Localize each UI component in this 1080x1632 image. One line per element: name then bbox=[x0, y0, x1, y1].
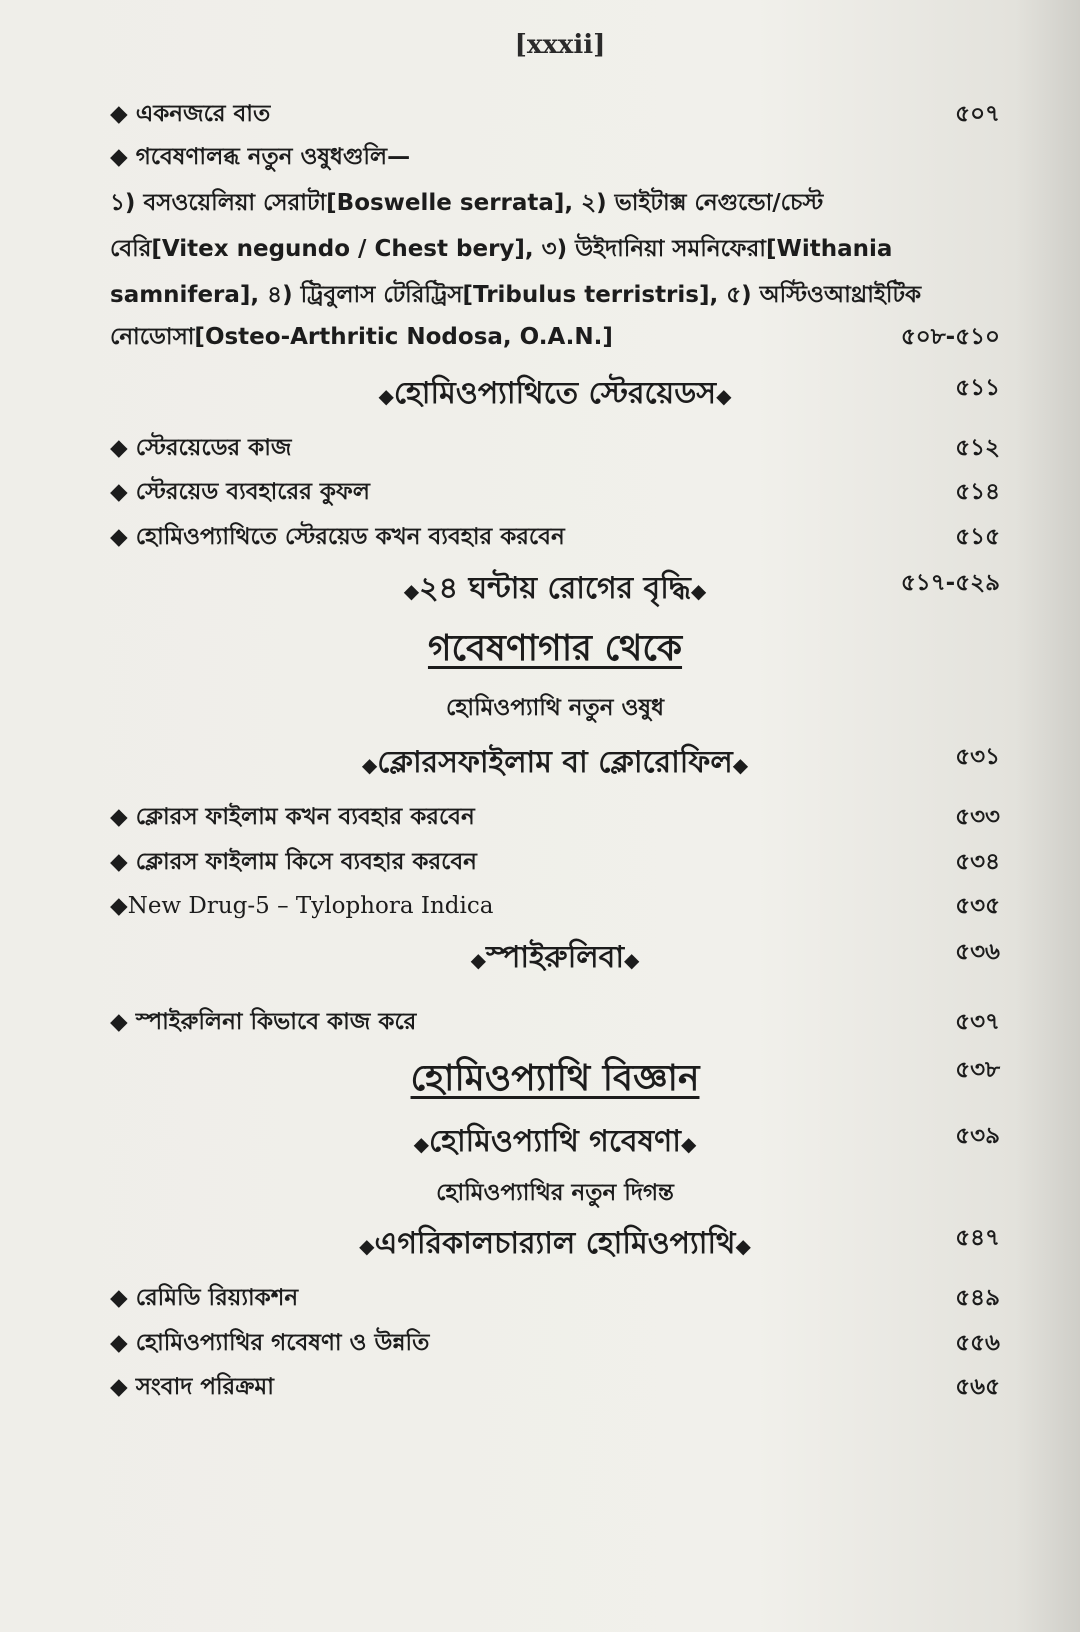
section-page: ৫৩৮ bbox=[955, 1056, 1000, 1083]
heading-title: স্পাইরুলিবা bbox=[485, 940, 625, 975]
diamond-icon: ◆ bbox=[378, 383, 394, 408]
toc-entry bbox=[110, 1284, 1000, 1313]
diamond-icon: ◆ bbox=[470, 948, 486, 972]
toc-heading bbox=[110, 933, 1000, 984]
diamond-icon: ◆ bbox=[716, 383, 732, 408]
toc-heading bbox=[110, 369, 1000, 420]
heading-title: হোমিওপ্যাথিতে স্টেরয়েডস bbox=[393, 375, 717, 411]
toc-entry bbox=[110, 434, 1000, 463]
entry-title: ◆ হোমিওপ্যাথির গবেষণা ও উন্নতি bbox=[110, 1329, 430, 1356]
toc-heading bbox=[110, 1117, 1000, 1168]
new-drugs-paragraph bbox=[110, 180, 1000, 318]
toc-entry bbox=[110, 318, 1000, 357]
entry-title: ◆ হোমিওপ্যাথিতে স্টেরয়েড কখন ব্যবহার করবেন bbox=[110, 524, 565, 550]
diamond-icon: ◆ bbox=[359, 1233, 375, 1258]
entry-page: ৫৩৩ bbox=[955, 803, 1000, 830]
section-title-text: গবেষণাগার থেকে bbox=[427, 627, 683, 669]
entry-title: ◆ গবেষণালব্ধ নতুন ওষুধগুলি— bbox=[110, 143, 411, 170]
entry-title: ◆ স্টেরয়েডের কাজ bbox=[110, 434, 292, 461]
paragraph-line: samnifera], ৪) ট্রিবুলাস টেরিট্রিস[Tribulus terristris], ৫) অস্টিওআথ্রাইটিক bbox=[110, 281, 922, 308]
toc-entry bbox=[110, 523, 1000, 552]
heading-page: ৫৩১ bbox=[955, 743, 1000, 770]
entry-page: ৫০৭ bbox=[955, 101, 1000, 127]
entry-title: ◆New Drug-5 – Tylophora Indica bbox=[110, 893, 494, 920]
entry-title: ◆ স্পাইরুলিনা কিভাবে কাজ করে bbox=[110, 1009, 417, 1035]
toc-heading bbox=[110, 738, 1000, 789]
heading-page: ৫৪৭ bbox=[955, 1224, 1000, 1251]
entry-title: ◆ সংবাদ পরিক্রমা bbox=[110, 1374, 274, 1401]
paragraph-line: ১) বসওয়েলিয়া সেরাটা[Boswelle serrata], ২) ভাইটাক্স নেগুন্ডো/চেস্ট bbox=[110, 189, 824, 216]
toc-entry bbox=[110, 478, 1000, 507]
entry-page: ৫১২ bbox=[955, 434, 1000, 461]
section-title bbox=[110, 621, 1000, 681]
toc-entry bbox=[110, 100, 1000, 129]
diamond-icon: ◆ bbox=[735, 1233, 751, 1258]
entry-page: ৫৫৬ bbox=[955, 1329, 1000, 1356]
heading-page: ৫১৭-৫২৯ bbox=[900, 569, 1000, 596]
entry-title: ◆ রেমিডি রিয়্যাকশন bbox=[110, 1284, 299, 1311]
entry-page: ৫০৮-৫১০ bbox=[900, 323, 1000, 350]
entry-page: ৫৩৭ bbox=[955, 1009, 1000, 1035]
diamond-icon: ◆ bbox=[680, 1131, 697, 1156]
table-of-contents bbox=[110, 96, 1000, 1402]
toc-entry bbox=[110, 848, 1000, 877]
heading-page: ৫৩৯ bbox=[955, 1122, 1000, 1149]
paragraph-line: বেরি[Vitex negundo / Chest bery], ৩) উইদানিয়া সমনিফেরা[Withania bbox=[110, 235, 893, 262]
subheading: হোমিওপ্যাথি নতুন ওষুধ bbox=[445, 694, 665, 721]
heading-title: ক্লোরসফাইলাম বা ক্লোরোফিল bbox=[377, 744, 733, 780]
diamond-icon: ◆ bbox=[624, 948, 640, 972]
entry-page: ৫১৪ bbox=[955, 479, 1000, 506]
subheading: হোমিওপ্যাথির নতুন দিগন্ত bbox=[436, 1179, 674, 1206]
entry-page: ৫৩৪ bbox=[955, 848, 1000, 875]
toc-heading bbox=[110, 1219, 1000, 1270]
heading-page: ৫৩৬ bbox=[955, 939, 1000, 965]
toc-entry bbox=[110, 1373, 1000, 1402]
entry-page: ৫৬৫ bbox=[955, 1374, 1000, 1401]
heading-title: ২৪ ঘন্টায় রোগের বৃদ্ধি bbox=[419, 570, 691, 606]
entry-title: ◆ ক্লোরস ফাইলাম কখন ব্যবহার করবেন bbox=[110, 803, 475, 830]
entry-title: ◆ একনজরে বাত bbox=[110, 101, 271, 127]
toc-entry bbox=[110, 1329, 1000, 1358]
diamond-icon: ◆ bbox=[732, 752, 749, 777]
toc-heading bbox=[110, 564, 1000, 615]
toc-entry bbox=[110, 143, 1000, 172]
heading-page: ৫১১ bbox=[955, 374, 1000, 401]
entry-title: ◆ স্টেরয়েড ব্যবহারের কুফল bbox=[110, 479, 370, 506]
entry-page: ৫৩৫ bbox=[955, 893, 1000, 920]
page-header: [xxxii] bbox=[514, 30, 606, 60]
heading-title: এগরিকালচার‍্যাল হোমিওপ্যাথি bbox=[374, 1225, 736, 1261]
entry-page: ৫১৫ bbox=[955, 524, 1000, 550]
toc-entry bbox=[110, 1008, 1000, 1037]
toc-entry bbox=[110, 892, 1000, 921]
heading-title: হোমিওপ্যাথি গবেষণা bbox=[429, 1123, 681, 1159]
entry-page: ৫৪৯ bbox=[955, 1284, 1000, 1311]
section-title-text: হোমিওপ্যাথি বিজ্ঞান bbox=[410, 1057, 700, 1099]
toc-section bbox=[110, 1051, 1000, 1111]
toc-entry bbox=[110, 803, 1000, 832]
entry-title: ◆ ক্লোরস ফাইলাম কিসে ব্যবহার করবেন bbox=[110, 848, 477, 875]
diamond-icon: ◆ bbox=[690, 578, 707, 603]
diamond-icon: ◆ bbox=[361, 752, 378, 777]
diamond-icon: ◆ bbox=[403, 578, 420, 603]
diamond-icon: ◆ bbox=[413, 1131, 430, 1156]
entry-title: নোডোসা[Osteo-Arthritic Nodosa, O.A.N.] bbox=[110, 323, 613, 350]
